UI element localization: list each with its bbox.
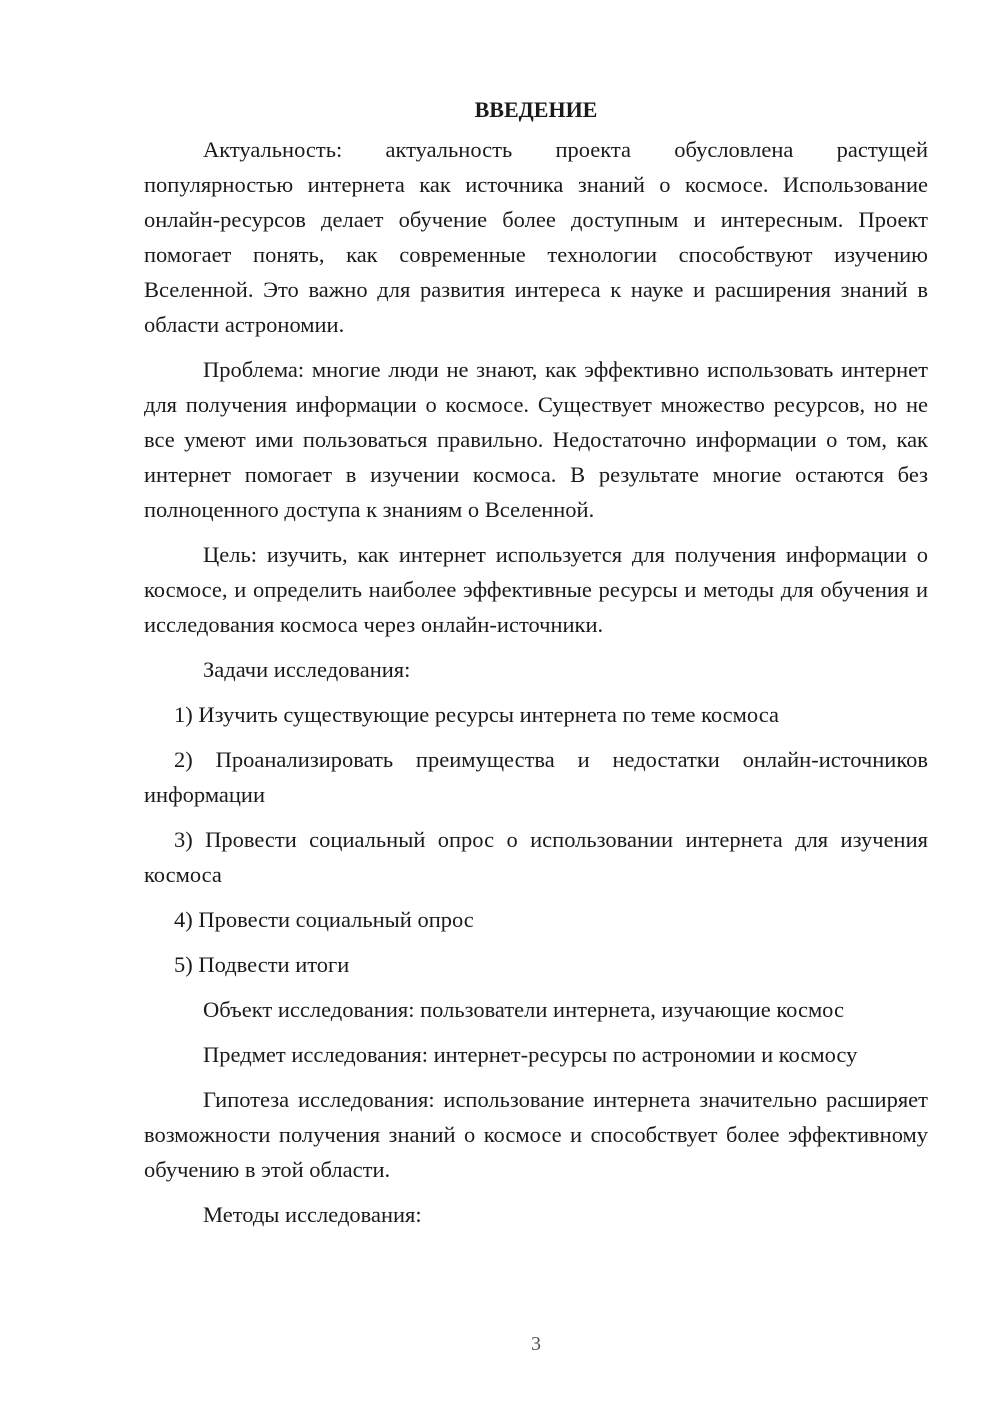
- hypothesis-paragraph: Гипотеза исследования: использование интернета значительно расширяет возможности получения знаний о космосе и способствует более эффективному обучению в этой области.: [144, 1087, 928, 1182]
- problem-paragraph: Проблема: многие люди не знают, как эффективно использовать интернет для получения информации о космосе. Существует множество ресурсов, но не все умеют ими пользоваться правильно. Недостаточно информации о том, как интернет помогает в изучении космоса. В результате многие остаются без полноценного доступа к знаниям о Вселенной.: [144, 357, 928, 522]
- subject-paragraph: Предмет исследования: интернет-ресурсы по астрономии и космосу: [203, 1042, 858, 1067]
- object-paragraph: Объект исследования: пользователи интернета, изучающие космос: [203, 997, 844, 1022]
- list-item: 4) Провести социальный опрос: [174, 907, 474, 932]
- page-number: 3: [531, 1333, 541, 1355]
- methods-heading: Методы исследования:: [203, 1202, 422, 1227]
- relevance-paragraph: Актуальность: актуальность проекта обусловлена растущей популярностью интернета как источника знаний о космосе. Использование онлайн-ресурсов делает обучение более доступным и интересным. Проект помогает понять, как современные технологии способствуют изучению Вселенной. Это важно для развития интереса к науке и расширения знаний в области астрономии.: [144, 137, 928, 337]
- list-item: 1) Изучить существующие ресурсы интернета по теме космоса: [174, 702, 779, 727]
- list-item: 2) Проанализировать преимущества и недостатки онлайн-источников информации: [144, 747, 928, 807]
- document-page: [144, 92, 928, 1242]
- page-title: ВВЕДЕНИЕ: [474, 97, 598, 122]
- list-item: 3) Провести социальный опрос о использовании интернета для изучения космоса: [144, 827, 928, 887]
- tasks-list: [144, 697, 928, 982]
- goal-paragraph: Цель: изучить, как интернет используется для получения информации о космосе, и определить наиболее эффективные ресурсы и методы для обучения и исследования космоса через онлайн-источники.: [144, 542, 928, 637]
- tasks-heading: Задачи исследования:: [203, 657, 411, 682]
- list-item: 5) Подвести итоги: [174, 952, 350, 977]
